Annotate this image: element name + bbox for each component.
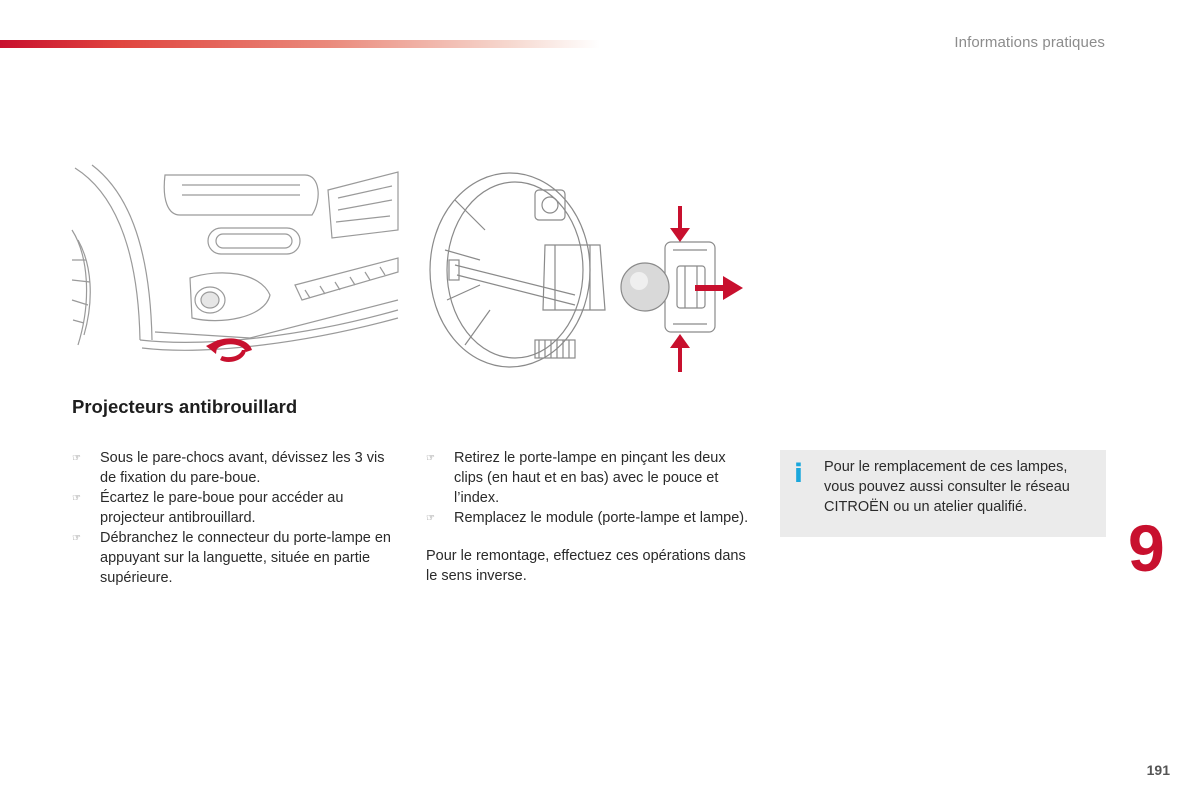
checkbox-marker-icon: ☞ [426, 453, 435, 464]
list-item [72, 448, 402, 488]
step-text: Remplacez le module (porte-lampe et lampe). [454, 510, 749, 526]
checkbox-marker-icon: ☞ [72, 533, 81, 544]
step-text: Débranchez le connecteur du porte-lampe en appuyant sur la languette, située en partie supérieure. [100, 530, 391, 586]
step-text: Retirez le porte-lampe en pinçant les deux clips (en haut et en bas) avec le pouce et l’index. [454, 450, 726, 506]
list-item [72, 528, 402, 588]
fog-lamp-bulb-removal-illustration [425, 170, 750, 380]
info-box [780, 450, 1106, 537]
instructions-column-1 [72, 448, 402, 588]
instructions-column-2 [426, 448, 756, 586]
checkbox-marker-icon: ☞ [72, 493, 81, 504]
list-item [426, 508, 756, 528]
list-item [72, 488, 402, 528]
info-icon: i [794, 459, 803, 489]
header-accent-bar [0, 40, 600, 48]
header-title: Informations pratiques [954, 34, 1105, 51]
info-text: Pour le remplacement de ces lampes, vous pouvez aussi consulter le réseau CITROËN ou un atelier qualifié. [824, 459, 1070, 515]
chapter-number: 9 [1128, 511, 1165, 585]
list-item [426, 448, 756, 508]
bumper-fog-light-illustration [70, 160, 400, 375]
page-number: 191 [1146, 762, 1170, 778]
step-text: Écartez le pare-boue pour accéder au projecteur antibrouillard. [100, 490, 344, 526]
step-text: Sous le pare-chocs avant, dévissez les 3 vis de fixation du pare-boue. [100, 450, 385, 486]
section-title: Projecteurs antibrouillard [72, 396, 298, 417]
checkbox-marker-icon: ☞ [426, 513, 435, 524]
checkbox-marker-icon: ☞ [72, 453, 81, 464]
reassembly-paragraph: Pour le remontage, effectuez ces opérations dans le sens inverse. [426, 548, 746, 584]
